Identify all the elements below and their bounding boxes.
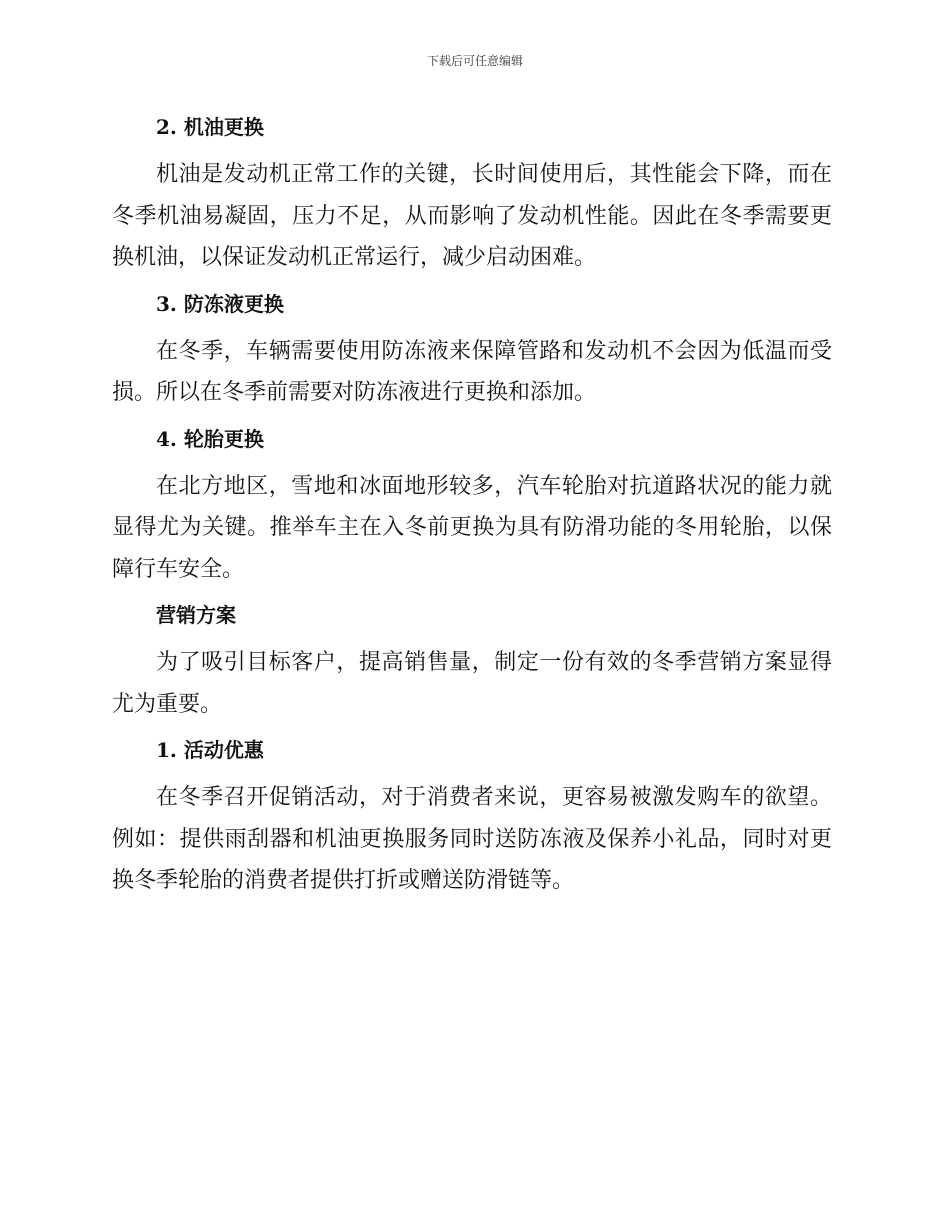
section-heading: 4. 轮胎更换: [156, 426, 264, 451]
section-heading: 3. 防冻液更换: [156, 291, 284, 316]
section-paragraph: 在冬季，车辆需要使用防冻液来保障管路和发动机不会因为低温而受损。所以在冬季前需要对防冻液进行更换和添加。: [112, 338, 832, 405]
document-body: [112, 112, 832, 902]
section-paragraph: 在北方地区，雪地和冰面地形较多，汽车轮胎对抗道路状况的能力就显得尤为关键。推举车主在入冬前更换为具有防滑功能的冬用轮胎，以保障行车安全。: [112, 473, 832, 582]
section-paragraph: 在冬季召开促销活动，对于消费者来说，更容易被激发购车的欲望。例如：提供雨刮器和机油更换服务同时送防冻液及保养小礼品，同时对更换冬季轮胎的消费者提供打折或赠送防滑链等。: [112, 785, 832, 893]
section-marketing-plan: [112, 600, 832, 735]
section-heading: 1. 活动优惠: [156, 738, 264, 762]
section-paragraph: 为了吸引目标客户，提高销售量，制定一份有效的冬季营销方案显得尤为重要。: [112, 650, 832, 717]
section-oil-change: [112, 112, 832, 289]
section-heading: 2. 机油更换: [156, 115, 264, 139]
section-tire-change: [112, 424, 832, 601]
page-header: 下载后可任意编辑: [426, 54, 523, 68]
section-promotions: [112, 735, 832, 902]
section-heading: 营销方案: [156, 603, 236, 627]
section-paragraph: 机油是发动机正常工作的关键，长时间使用后，其性能会下降，而在冬季机油易凝固，压力不足，从而影响了发动机性能。因此在冬季需要更换机油，以保证发动机正常运行，减少启动困难。: [112, 162, 832, 270]
section-antifreeze-change: [112, 289, 832, 424]
